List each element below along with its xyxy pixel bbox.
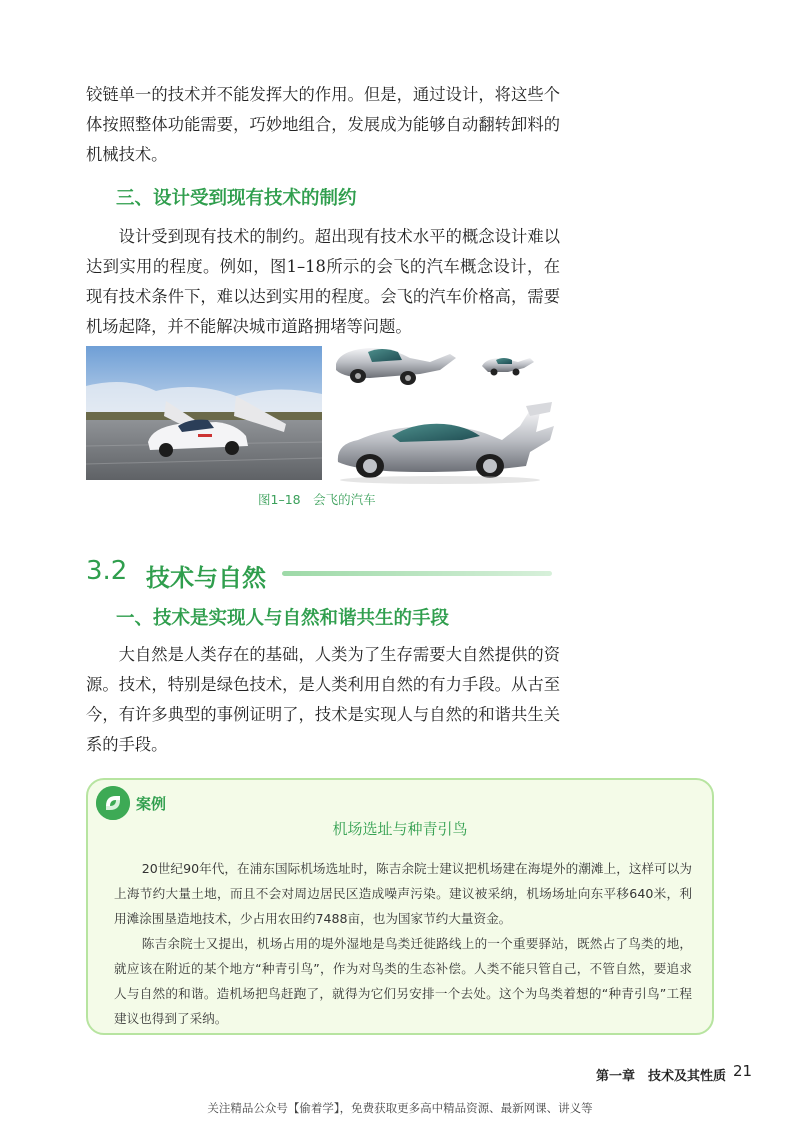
- flying-car-concept-render: [330, 340, 560, 485]
- flying-car-photo: [86, 346, 322, 480]
- case-title: 机场选址与种青引鸟: [332, 820, 468, 838]
- heading-tech-constraint: 三、设计受到现有技术的制约: [116, 188, 357, 209]
- page-number: 21: [733, 1062, 753, 1080]
- section-title: 技术与自然: [146, 564, 266, 592]
- case-paragraph-2: 陈吉余院士又提出，机场占用的堤外湿地是鸟类迁徙路线上的一个重要驿站，既然占了鸟类的地，就应该在附近的某个地方“种青引鸟”，作为对鸟类的生态补偿。人类不能只管自己，不管自然，要追求人与自然的和谐。造机场把鸟赶跑了，就得为它们另安排一个去处。这个为鸟类着想的“种青引鸟”工程建议也得到了采纳。: [114, 936, 692, 1026]
- footer-note: 关注精品公众号【偷着学】，免费获取更多高中精品资源、最新网课、讲义等: [207, 1101, 593, 1115]
- paragraph-hinge: 铰链单一的技术并不能发挥大的作用。但是，通过设计，将这些个体按照整体功能需要，巧妙地组合，发展成为能够自动翻转卸料的机械技术。: [86, 85, 560, 164]
- case-icon: [96, 786, 130, 820]
- paragraph-tech-constraint: 设计受到现有技术的制约。超出现有技术水平的概念设计难以达到实用的程度。例如，图1–18所示的会飞的汽车概念设计，在现有技术条件下，难以达到实用的程度。会飞的汽车价格高，需要机场起降，并不能解决城市道路拥堵等问题。: [86, 227, 560, 336]
- section-number: 3.2: [86, 556, 128, 586]
- section-divider: [282, 571, 552, 576]
- case-label: 案例: [136, 795, 167, 813]
- case-paragraph-1: 20世纪90年代，在浦东国际机场选址时，陈吉余院士建议把机场建在海堤外的潮滩上，这样可以为上海节约大量土地，而且不会对周边居民区造成噪声污染。建议被采纳，机场场址向东平移640米，利用滩涂围垦造地技术，少占用农田约7488亩，也为国家节约大量资金。: [114, 861, 692, 926]
- figure-caption: 图1–18 会飞的汽车: [258, 492, 376, 507]
- heading-harmony: 一、技术是实现人与自然和谐共生的手段: [116, 608, 450, 629]
- footer-chapter: 第一章 技术及其性质: [596, 1069, 727, 1084]
- paragraph-nature: 大自然是人类存在的基础，人类为了生存需要大自然提供的资源。技术，特别是绿色技术，是人类利用自然的有力手段。从古至今，有许多典型的事例证明了，技术是实现人与自然的和谐共生关系的手段。: [86, 645, 560, 754]
